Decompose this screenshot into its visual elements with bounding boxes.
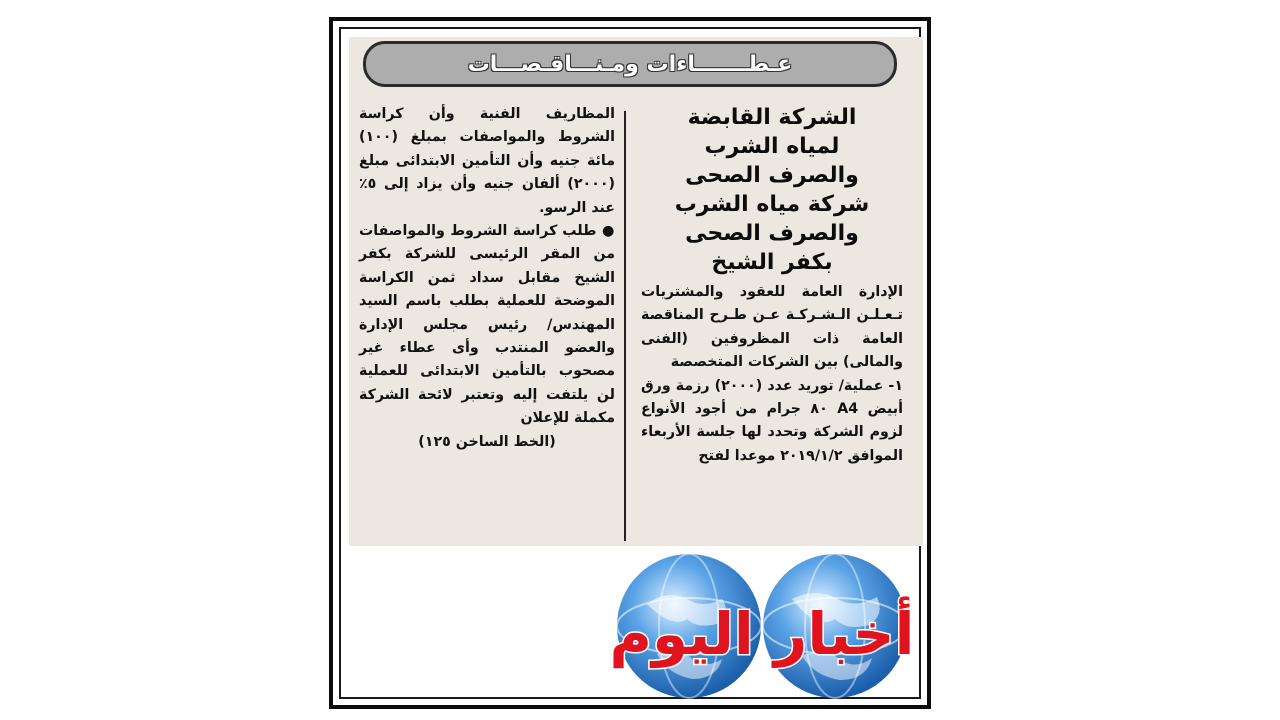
logo-graphic	[607, 544, 917, 704]
document-inner-border	[339, 27, 921, 699]
document-frame	[329, 17, 931, 709]
tender-conditions: المظاريف الفنية وأن كراسة الشروط والمواصفات بمبلغ (١٠٠) مائة جنيه وأن التأمين الابتدائى مبلغ (٢٠٠٠) ألفان جنيه وأن يزاد إلى ٥٪ عند الرسو.	[359, 106, 615, 216]
left-column	[359, 103, 615, 454]
tender-intro: الإدارة العامة للعقود والمشتريات تـعـلـن الـشـركـة عـن طـرح المناقصة العامة ذات المظروفين (الفنى والمالى) بين الشركات المتخصصة	[641, 284, 903, 371]
tender-instructions	[359, 220, 615, 431]
title-line-1: الشركة القابضة	[687, 105, 857, 130]
bullet-icon: ●	[602, 223, 615, 240]
hotline-signature: (الخط الساخن ١٢٥)	[418, 433, 556, 450]
title-line-4: شركة مياه الشرب	[674, 192, 870, 217]
title-line-6: بكفر الشيخ	[711, 250, 833, 275]
title-line-5: والصرف الصحى	[685, 221, 859, 246]
instructions-text: طلب كراسة الشروط والمواصفات من المقر الرئيسى للشركة بكفر الشيخ مقابل سداد ثمن الكراسة الموضحة للعملية بطلب باسم السيد المهندس/ رئيس مجلس الإدارة والعضو المنتدب وأى عطاء غير مصحوب بالتأمين الابتدائى للعملية لن يلتفت إليه وتعتبر لائحة الشركة مكملة للإعلان	[359, 223, 615, 427]
tender-item-1: ١- عملية/ توريد عدد (٢٠٠٠) رزمة ورق أبيض A4 ٨٠ جرام من أجود الأنواع لزوم الشركة وتحدد لها جلسة الأربعاء الموافق ٢٠١٩/١/٢ موعدا لفتح	[641, 377, 903, 464]
logo-text: أخبار اليوم	[609, 600, 915, 668]
title-line-3: والصرف الصحى	[685, 163, 859, 188]
section-header-banner	[363, 41, 897, 87]
newspaper-clipping	[349, 37, 923, 546]
column-divider	[624, 111, 626, 541]
title-line-2: لمياه الشرب	[704, 134, 840, 159]
company-title	[641, 103, 903, 277]
akhbar-elyom-logo	[607, 544, 917, 704]
right-column	[641, 103, 903, 468]
section-title: عـطـــــــاءات ومـنـــاقـصـــات	[467, 51, 793, 77]
